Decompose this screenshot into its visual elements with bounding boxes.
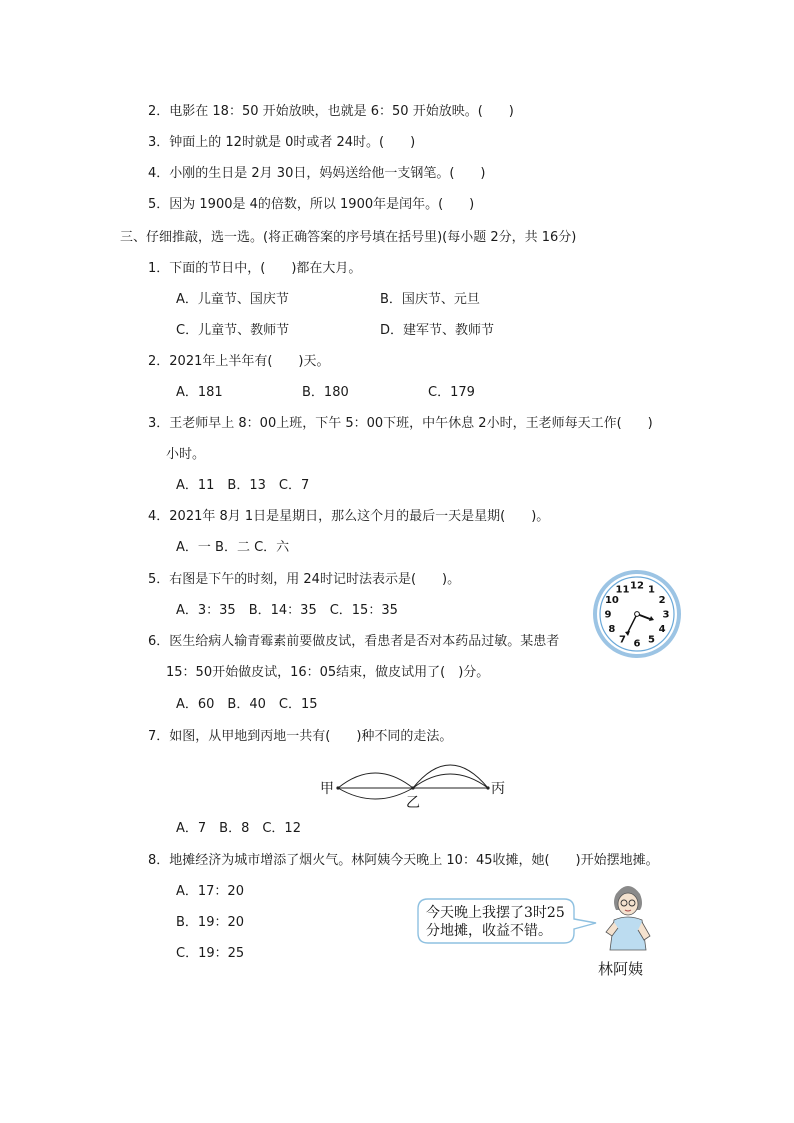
- clock-number: 10: [604, 595, 619, 606]
- choice-q5-stem: 5．右图是下午的时刻，用 24时记时法表示是( )。: [148, 572, 461, 587]
- route-left-upper-arc: [338, 773, 413, 788]
- clock-figure: [593, 570, 681, 658]
- choice-q5-options: A．3：35 B．14：35 C．15：35: [176, 603, 398, 618]
- choice-q3-options: A．11 B．13 C．7: [176, 478, 310, 493]
- place-label-c: 丙: [491, 781, 505, 797]
- choice-q1-stem: 1．下面的节日中，( )都在大月。: [148, 261, 362, 276]
- choice-q6-options: A．60 B．40 C．15: [176, 697, 318, 712]
- clock-number: 9: [604, 609, 612, 621]
- choice-q1-d: D．建军节、教师节: [380, 323, 495, 338]
- clock-number: 7: [619, 634, 626, 646]
- route-right-outer-arc: [413, 765, 488, 788]
- choice-q7-stem: 7．如图，从甲地到丙地一共有( )种不同的走法。: [148, 729, 453, 744]
- route-left-lower-arc: [338, 788, 413, 799]
- judge-q2: 2．电影在 18：50 开始放映，也就是 6：50 开始放映。( ): [148, 104, 514, 119]
- judge-q5: 5．因为 1900是 4的倍数，所以 1900年是闰年。( ): [148, 197, 475, 212]
- choice-q2-stem: 2．2021年上半年有( )天。: [148, 354, 330, 369]
- choice-q2-c: C．179: [428, 385, 475, 400]
- choice-q8-c: C．19：25: [176, 946, 245, 961]
- section-title: 三、仔细推敲，选一选。(将正确答案的序号填在括号里)(每小题 2分，共 16分): [120, 230, 577, 245]
- choice-q8-b: B．19：20: [176, 915, 245, 930]
- route-point-b: [411, 786, 414, 789]
- choice-q2-b: B．180: [302, 385, 349, 400]
- clock-number: 2: [658, 595, 666, 606]
- choice-q1-b: B．国庆节、元旦: [380, 292, 480, 307]
- speech-text-line1: 今天晚上我摆了3时25: [426, 905, 565, 921]
- choice-q4-options: A．一 B．二 C．六: [176, 540, 290, 555]
- choice-q2-a: A．181: [176, 385, 223, 400]
- speech-text-line2: 分地摊，收益不错。: [426, 923, 552, 939]
- lady-illustration: [596, 880, 660, 962]
- clock-number: 5: [648, 634, 655, 646]
- choice-q1-a: A．儿童节、国庆节: [176, 292, 289, 307]
- judge-q3: 3．钟面上的 12时就是 0时或者 24时。( ): [148, 135, 416, 150]
- clock-number: 11: [615, 584, 630, 596]
- clock-center: [635, 612, 640, 617]
- clock-number: 8: [608, 624, 616, 635]
- lady-name-label: 林阿姨: [598, 960, 644, 978]
- choice-q4-stem: 4．2021年 8月 1日是星期日，那么这个月的最后一天是星期( )。: [148, 509, 550, 524]
- choice-q7-options: A．7 B．8 C．12: [176, 821, 301, 836]
- choice-q6-stem: 6．医生给病人输青霉素前要做皮试，看患者是否对本药品过敏。某患者: [148, 634, 560, 649]
- place-label-b: 乙: [406, 795, 420, 810]
- choice-q1-c: C．儿童节、教师节: [176, 323, 290, 338]
- clock-number: 3: [662, 609, 670, 621]
- judge-q4: 4．小刚的生日是 2月 30日，妈妈送给他一支钢笔。( ): [148, 166, 486, 181]
- clock-number: 6: [633, 638, 641, 650]
- place-label-a: 甲: [320, 781, 334, 797]
- clock-number: 12: [630, 580, 644, 592]
- choice-q3-stem: 3．王老师早上 8：00上班，下午 5：00下班，中午休息 2小时，王老师每天工作( ): [148, 416, 653, 431]
- speech-bubble: [414, 893, 598, 951]
- choice-q3-stem-cont: 小时。: [166, 447, 206, 462]
- route-diagram: [318, 752, 510, 810]
- choice-q8-stem: 8．地摊经济为城市增添了烟火气。林阿姨今天晚上 10：45收摊，她( )开始摆地摊。: [148, 853, 659, 868]
- clock-number: 4: [658, 624, 666, 635]
- clock-number: 1: [648, 584, 655, 596]
- route-point-c: [486, 786, 489, 789]
- choice-q6-stem-cont: 15：50开始做皮试，16：05结束，做皮试用了( )分。: [166, 665, 490, 680]
- route-point-a: [336, 786, 339, 789]
- choice-q8-a: A．17：20: [176, 884, 244, 899]
